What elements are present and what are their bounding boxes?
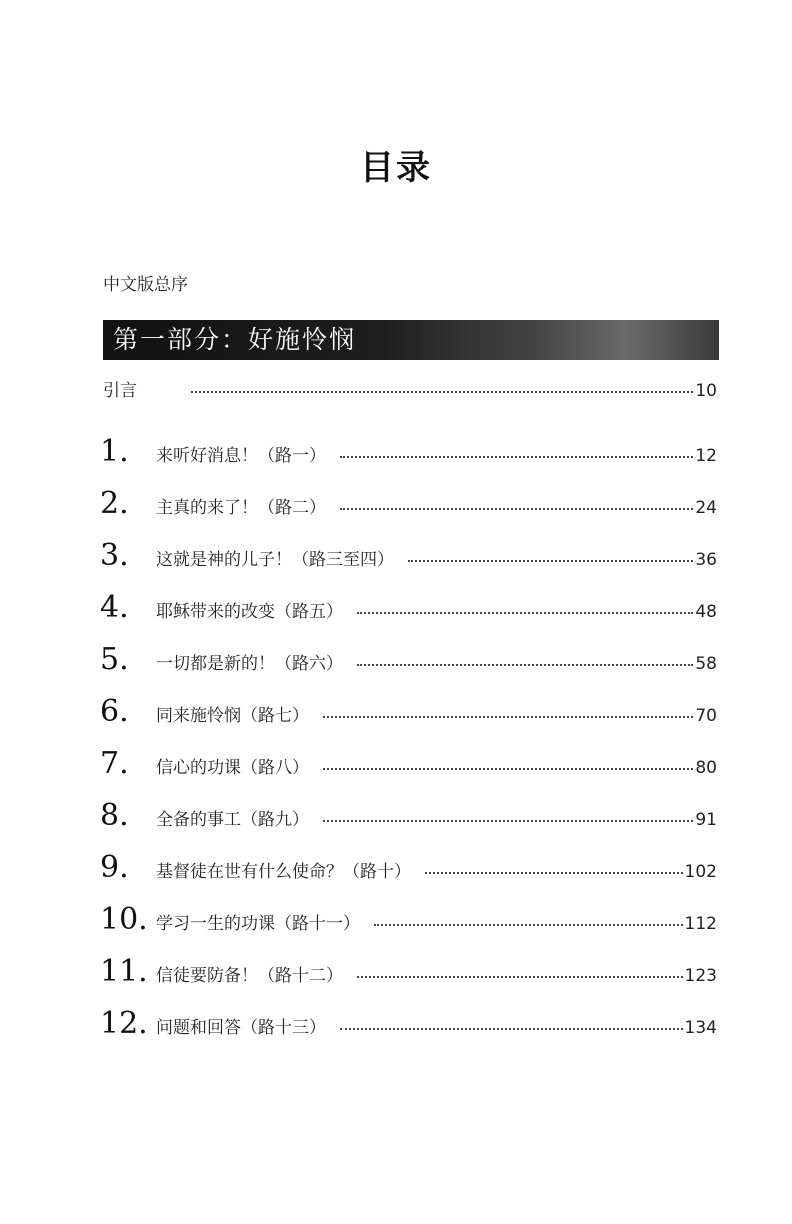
toc-page-number: 80 [695, 758, 717, 778]
chapter-number: 12. [100, 1006, 148, 1041]
chapter-title: 基督徒在世有什么使命？（路十） [156, 862, 411, 882]
dot-leader [357, 976, 683, 978]
chapter-number: 1. [100, 434, 129, 469]
toc-page-number: 58 [695, 654, 717, 674]
dot-leader [323, 716, 693, 718]
toc-page-number: 24 [695, 498, 717, 518]
toc-row[interactable] [100, 694, 717, 729]
toc-page-number: 12 [695, 446, 717, 466]
chapter-title: 同来施怜悯（路七） [156, 706, 309, 726]
toc-row[interactable] [100, 538, 717, 573]
toc-page-number: 36 [695, 550, 717, 570]
part-banner: 第一部分：好施怜悯 [103, 320, 719, 360]
chapter-title: 信徒要防备！（路十二） [156, 966, 343, 986]
preface-entry[interactable]: 中文版总序 [103, 275, 188, 295]
toc-row[interactable] [100, 798, 717, 833]
chapter-title: 全备的事工（路九） [156, 810, 309, 830]
dot-leader [191, 391, 693, 393]
toc-page-number: 102 [684, 862, 717, 882]
chapter-title: 问题和回答（路十三） [156, 1018, 326, 1038]
toc-row[interactable] [100, 850, 717, 885]
chapter-title: 一切都是新的！（路六） [156, 654, 343, 674]
chapter-title: 学习一生的功课（路十一） [156, 914, 360, 934]
dot-leader [340, 508, 693, 510]
toc-row[interactable] [100, 642, 717, 677]
chapter-number: 4. [100, 590, 129, 625]
toc-title: 引言 [103, 381, 137, 401]
chapter-title: 耶稣带来的改变（路五） [156, 602, 343, 622]
toc-page-number: 10 [695, 381, 717, 401]
toc-row[interactable] [100, 1006, 717, 1041]
chapter-number: 3. [100, 538, 129, 573]
chapter-title: 来听好消息！（路一） [156, 446, 326, 466]
dot-leader [323, 768, 693, 770]
chapter-number: 8. [100, 798, 129, 833]
dot-leader [374, 924, 683, 926]
dot-leader [340, 1028, 683, 1030]
toc-row[interactable] [100, 590, 717, 625]
chapter-title: 信心的功课（路八） [156, 758, 309, 778]
toc-page-number: 70 [695, 706, 717, 726]
dot-leader [323, 820, 693, 822]
toc-row-intro[interactable] [100, 376, 717, 401]
dot-leader [357, 664, 693, 666]
chapter-title: 这就是神的儿子！（路三至四） [156, 550, 394, 570]
toc-row[interactable] [100, 902, 717, 937]
chapter-number: 2. [100, 486, 129, 521]
chapter-number: 9. [100, 850, 129, 885]
toc-page-number: 134 [684, 1018, 717, 1038]
chapter-number: 10. [100, 902, 148, 937]
chapter-title: 主真的来了！（路二） [156, 498, 326, 518]
dot-leader [408, 560, 693, 562]
chapter-number: 7. [100, 746, 129, 781]
chapter-number: 5. [100, 642, 129, 677]
page-title: 目录 [360, 148, 432, 188]
chapter-number: 6. [100, 694, 129, 729]
dot-leader [340, 456, 693, 458]
toc-row[interactable] [100, 434, 717, 469]
toc-row[interactable] [100, 954, 717, 989]
toc-row[interactable] [100, 486, 717, 521]
chapter-number: 11. [100, 954, 148, 989]
dot-leader [425, 872, 683, 874]
toc-page-number: 112 [684, 914, 717, 934]
dot-leader [357, 612, 693, 614]
toc-page-number: 91 [695, 810, 717, 830]
toc-page-number: 123 [684, 966, 717, 986]
toc-row[interactable] [100, 746, 717, 781]
toc-page-number: 48 [695, 602, 717, 622]
